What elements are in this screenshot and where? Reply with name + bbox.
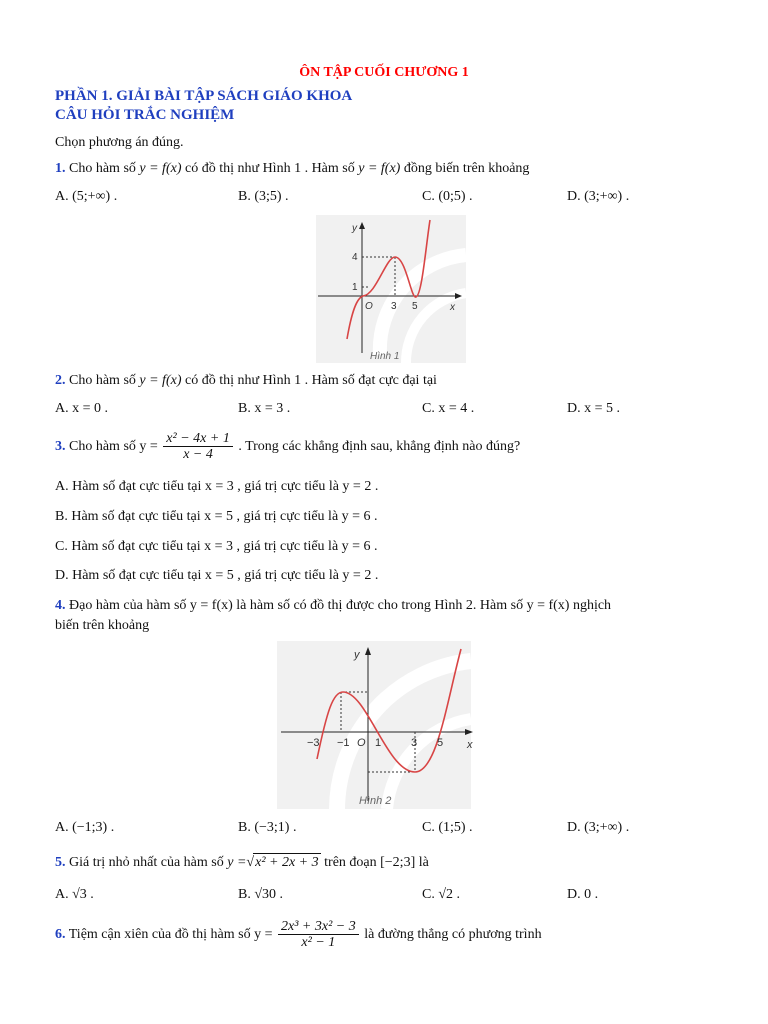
q1-option-d[interactable]: D. (3;+∞) . <box>567 189 630 204</box>
q1-option-b[interactable]: B. (3;5) . <box>238 189 289 204</box>
figure-2-graph <box>277 641 471 809</box>
question-1 <box>55 160 529 178</box>
question-text: Đạo hàm của hàm số y = f(x) là hàm số có đồ thị được cho trong Hình 2. Hàm số y = f(x) nghịch <box>69 598 612 613</box>
math-expr: y = f(x) <box>358 161 401 176</box>
question-number: 6. <box>55 927 66 942</box>
x-tick-label: 5 <box>412 301 418 312</box>
x-tick-label: −3 <box>307 737 320 749</box>
fraction-denominator: x² − 1 <box>301 935 336 951</box>
y-tick-label: 1 <box>352 282 358 293</box>
fraction-numerator: x² − 4x + 1 <box>163 431 233 447</box>
q1-option-c[interactable]: C. (0;5) . <box>422 189 473 204</box>
figure-caption: Hình 2 <box>359 795 392 807</box>
x-tick-label: −1 <box>337 737 350 749</box>
question-text: Giá trị nhỏ nhất của hàm số <box>69 855 224 870</box>
question-text: có đồ thị như Hình 1 . Hàm số <box>184 161 355 176</box>
x-axis-label: x <box>450 302 455 313</box>
q5-option-a[interactable]: A. √3 . <box>55 887 94 902</box>
question-number: 2. <box>55 373 66 388</box>
question-6 <box>55 918 542 952</box>
q5-option-c[interactable]: C. √2 . <box>422 887 461 902</box>
q1-option-a[interactable]: A. (5;+∞) . <box>55 189 118 204</box>
origin-label: O <box>357 737 366 749</box>
q5-option-b[interactable]: B. √30 . <box>238 887 284 902</box>
q2-option-c[interactable]: C. x = 4 . <box>422 401 475 416</box>
fraction <box>278 919 359 950</box>
question-2 <box>55 372 437 390</box>
question-4-continued: biến trên khoảng <box>55 618 150 633</box>
y-tick-label: 4 <box>352 252 358 263</box>
q2-option-d[interactable]: D. x = 5 . <box>567 401 621 416</box>
section-subheading: CÂU HỎI TRẮC NGHIỆM <box>55 107 235 123</box>
figure-1-graph <box>316 215 466 363</box>
x-tick-label: 3 <box>391 301 397 312</box>
x-axis-label: x <box>467 739 473 751</box>
question-5 <box>55 853 429 872</box>
x-tick-label: 1 <box>375 737 382 749</box>
y-axis-label: y <box>354 649 360 661</box>
question-number: 4. <box>55 598 66 613</box>
math-expr: y = f(x) <box>139 373 182 388</box>
q4-option-a[interactable]: A. (−1;3) . <box>55 820 115 835</box>
y-axis-label: y <box>352 223 357 234</box>
x-tick-label: 5 <box>437 737 444 749</box>
q3-option-a[interactable]: A. Hàm số đạt cực tiểu tại x = 3 , giá trị cực tiểu là y = 2 . <box>55 479 379 494</box>
q2-option-b[interactable]: B. x = 3 . <box>238 401 291 416</box>
q4-option-c[interactable]: C. (1;5) . <box>422 820 473 835</box>
q4-option-b[interactable]: B. (−3;1) . <box>238 820 297 835</box>
question-3 <box>55 430 520 464</box>
question-number: 5. <box>55 855 66 870</box>
origin-label: O <box>365 301 373 312</box>
question-text: là đường thẳng có phương trình <box>364 927 542 942</box>
fraction <box>163 431 233 462</box>
part-heading: PHẦN 1. GIẢI BÀI TẬP SÁCH GIÁO KHOA <box>55 88 353 104</box>
question-text: trên đoạn [−2;3] là <box>324 855 429 870</box>
q2-option-a[interactable]: A. x = 0 . <box>55 401 109 416</box>
question-text: Tiệm cận xiên của đồ thị hàm số y = <box>68 927 273 942</box>
q3-option-b[interactable]: B. Hàm số đạt cực tiểu tại x = 5 , giá trị cực tiểu là y = 6 . <box>55 509 378 524</box>
sqrt-sign: √ <box>246 855 255 870</box>
radicand: x² + 2x + 3 <box>255 855 319 870</box>
q3-option-c[interactable]: C. Hàm số đạt cực tiểu tại x = 3 , giá trị cực tiểu là y = 6 . <box>55 539 378 554</box>
question-text: . Trong các khẳng định sau, khẳng định nào đúng? <box>238 439 521 454</box>
q5-option-d[interactable]: D. 0 . <box>567 887 599 902</box>
fraction-numerator: 2x³ + 3x² − 3 <box>278 919 359 935</box>
question-number: 1. <box>55 161 66 176</box>
question-text: Cho hàm số y = <box>69 439 158 454</box>
question-text: đồng biến trên khoảng <box>403 161 530 176</box>
math-expr: y = f(x) <box>139 161 182 176</box>
instruction-text: Chọn phương án đúng. <box>55 135 184 150</box>
q4-option-d[interactable]: D. (3;+∞) . <box>567 820 630 835</box>
figure-caption: Hình 1 <box>370 351 400 362</box>
question-text: Cho hàm số <box>69 373 136 388</box>
fraction-denominator: x − 4 <box>183 447 213 463</box>
q3-option-d[interactable]: D. Hàm số đạt cực tiểu tại x = 5 , giá trị cực tiểu là y = 2 . <box>55 568 379 583</box>
question-text: có đồ thị như Hình 1 . Hàm số đạt cực đại tại <box>184 373 437 388</box>
x-tick-label: 3 <box>411 737 418 749</box>
math-expr: y = <box>227 855 247 870</box>
page-title: ÔN TẬP CUỐI CHƯƠNG 1 <box>299 65 469 80</box>
question-text: Cho hàm số <box>69 161 136 176</box>
question-number: 3. <box>55 439 66 454</box>
question-4 <box>55 597 611 615</box>
